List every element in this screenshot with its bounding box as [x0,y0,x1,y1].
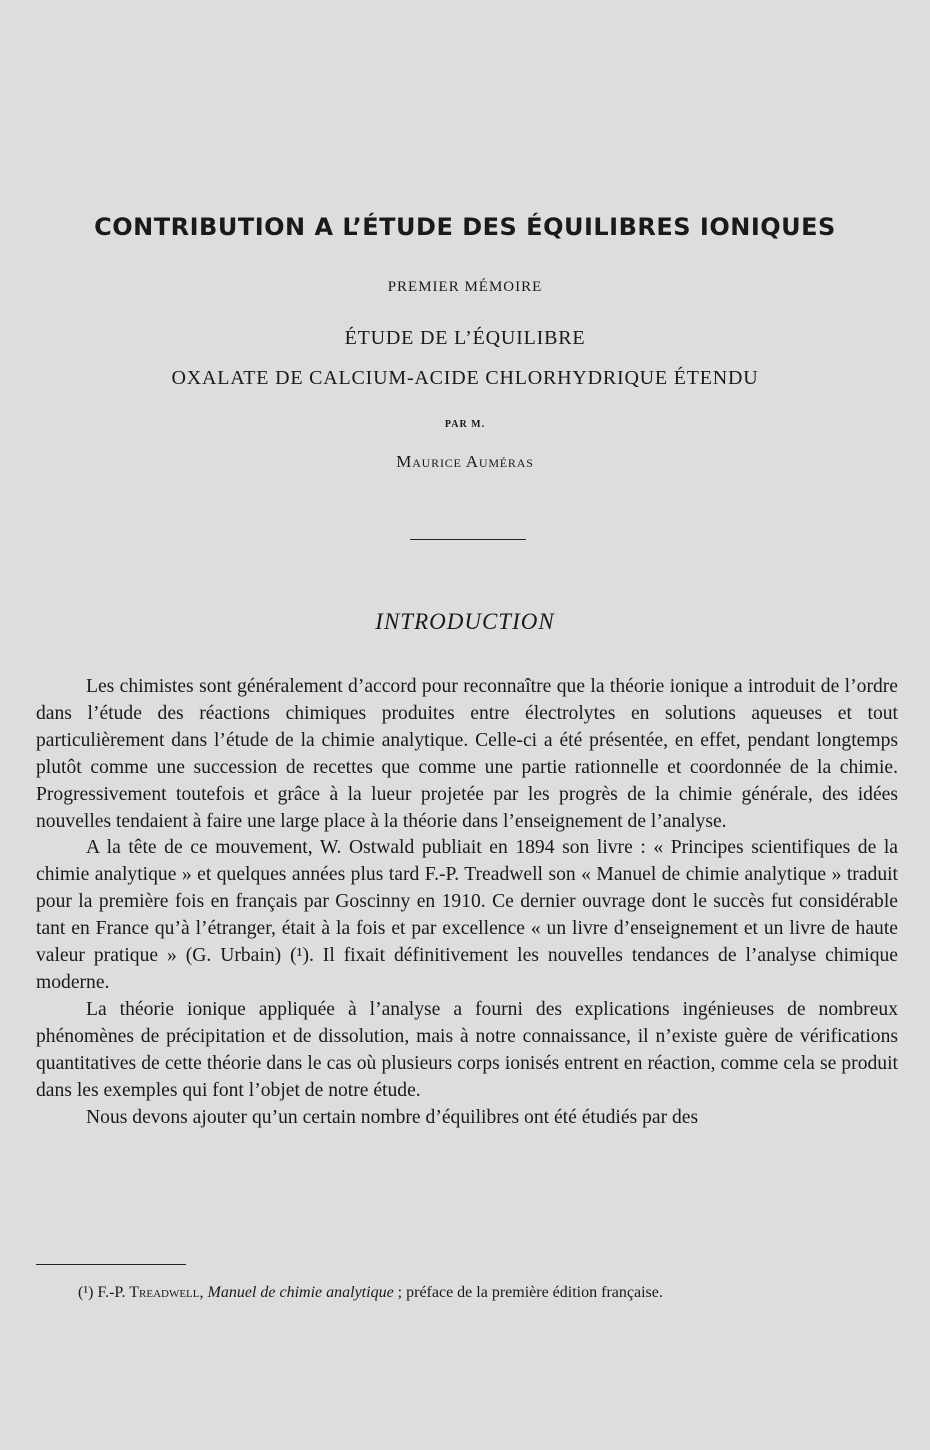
by-label: PAR M. [444,419,486,430]
body-text [36,674,898,1131]
paragraph-2: A la tête de ce mouvement, W. Ostwald publiait en 1894 son livre : « Principes scientifiques de la chimie analytique » et quelques années plus tard F.-P. Treadwell son « Manuel de chimie analytique » traduit pour la première fois en français par Goscinny en 1910. Ce dernier ouvrage dont le succès fut considérable tant en France qu’à l’étranger, était à la fois et par excellence « un livre d’enseignement et un livre de haute valeur pratique » (G. Urbain) (¹). Il fixait définitivement les nouvelles tendances de l’analyse chimique moderne. [36,837,898,993]
footnote-title: Manuel de chimie analytique [207,1284,394,1301]
subtitle-line-2: OXALATE DE CALCIUM-ACIDE CHLORHYDRIQUE ÉTENDU [171,367,759,389]
section-heading: INTRODUCTION [375,609,555,634]
memoire-label: PREMIER MÉMOIRE [387,279,543,295]
paragraph-1: Les chimistes sont généralement d’accord pour reconnaître que la théorie ionique a introduit de l’ordre dans l’étude des réactions chimiques produites entre électrolytes en solutions aqueuses et tout particulièrement dans l’étude de la chimie analytique. Celle-ci a été présentée, en effet, pendant longtemps plutôt comme une succession de recettes que comme une partie rationnelle et coordonnée de la chimie. Progressivement toutefois et grâce à la lueur projetée par les progrès de la chimie générale, des idées nouvelles tendaient à faire une large place à la théorie dans l’enseignement de l’analyse. [36,676,898,832]
article-title: CONTRIBUTION A L’ÉTUDE DES ÉQUILIBRES IONIQUES [94,213,836,241]
subtitle-line-1: ÉTUDE DE L’ÉQUILIBRE [344,327,586,349]
footnote-author: F.-P. Treadwell, [97,1284,204,1301]
footnote [36,1282,898,1304]
title-separator-rule [410,539,526,540]
footnote-rest: ; préface de la première édition française. [397,1284,663,1301]
footnote-separator-rule [36,1264,186,1265]
paragraph-3: La théorie ionique appliquée à l’analyse a fourni des explications ingénieuses de nombreux phénomènes de précipitation et de dissolution, mais à notre connaissance, il n’existe guère de vérifications quantitatives de cette théorie dans le cas où plusieurs corps ionisés entrent en réaction, comme cela se produit dans les exemples qui font l’objet de notre étude. [36,998,898,1101]
footnote-marker: (¹) [78,1284,94,1301]
author-name: Maurice Auméras [396,452,534,471]
paragraph-4: Nous devons ajouter qu’un certain nombre d’équilibres ont été étudiés par des [86,1106,699,1128]
